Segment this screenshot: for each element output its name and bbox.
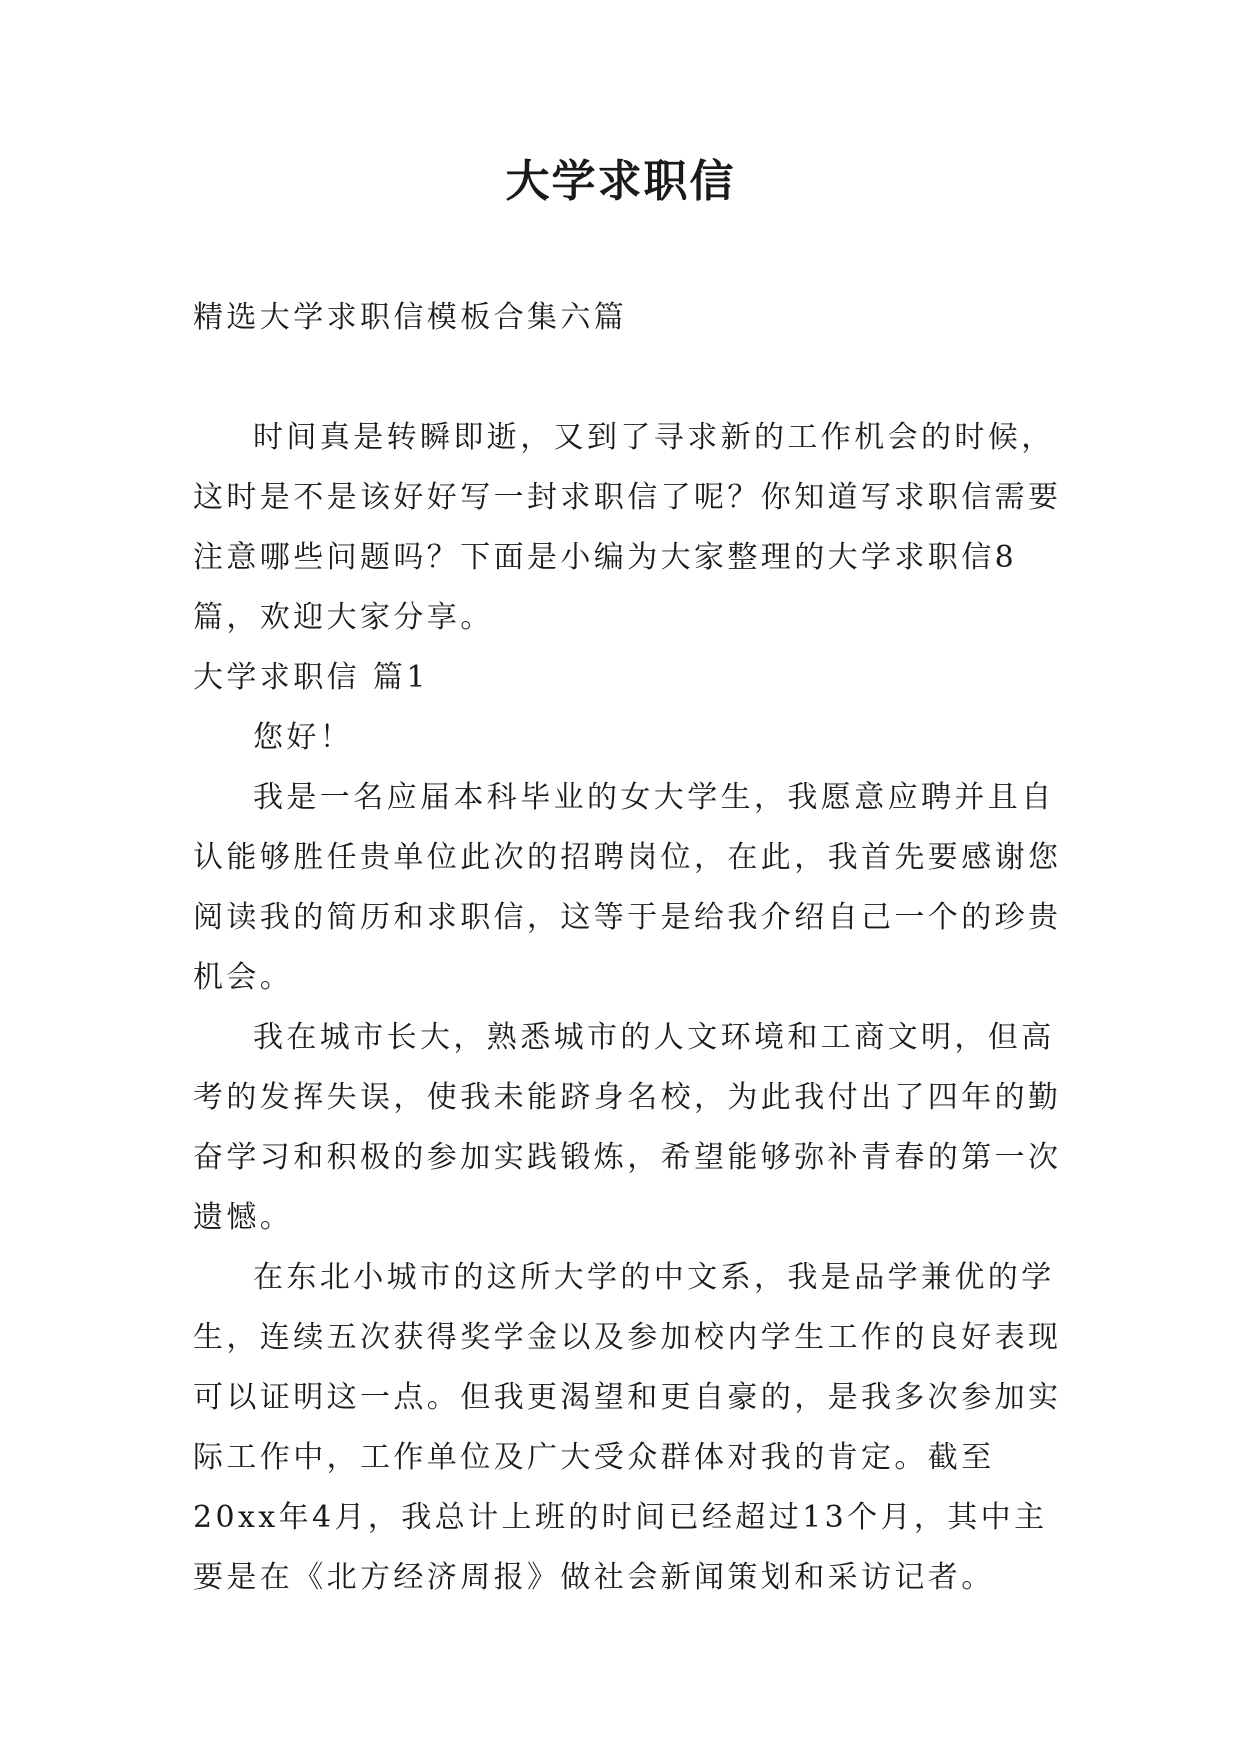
body-paragraph: 我在城市长大，熟悉城市的人文环境和工商文明，但高考的发挥失误，使我未能跻身名校，为此我付出了四年的勤奋学习和积极的参加实践锻炼，希望能够弥补青春的第一次遗憾。 <box>193 1020 1062 1235</box>
document-subtitle: 精选大学求职信模板合集六篇 <box>193 300 628 335</box>
greeting: 您好！ <box>253 720 354 755</box>
body-paragraph: 在东北小城市的这所大学的中文系，我是品学兼优的学生，连续五次获得奖学金以及参加校内学生工作的良好表现可以证明这一点。但我更渴望和更自豪的，是我多次参加实际工作中，工作单位及广大受众群体对我的肯定。截至20xx年4月，我总计上班的时间已经超过13个月，其中主要是在《北方经济周报》做社会新闻策划和采访记者。 <box>193 1260 1062 1595</box>
intro-paragraph: 时间真是转瞬即逝，又到了寻求新的工作机会的时候，这时是不是该好好写一封求职信了呢？你知道写求职信需要注意哪些问题吗？下面是小编为大家整理的大学求职信8篇，欢迎大家分享。 <box>193 420 1062 635</box>
document-body <box>193 288 1073 1608</box>
body-paragraph: 我是一名应届本科毕业的女大学生，我愿意应聘并且自认能够胜任贵单位此次的招聘岗位，在此，我首先要感谢您阅读我的简历和求职信，这等于是给我介绍自己一个的珍贵机会。 <box>193 780 1062 995</box>
section-heading: 大学求职信 篇1 <box>193 660 429 695</box>
document-title: 大学求职信 <box>505 156 736 207</box>
